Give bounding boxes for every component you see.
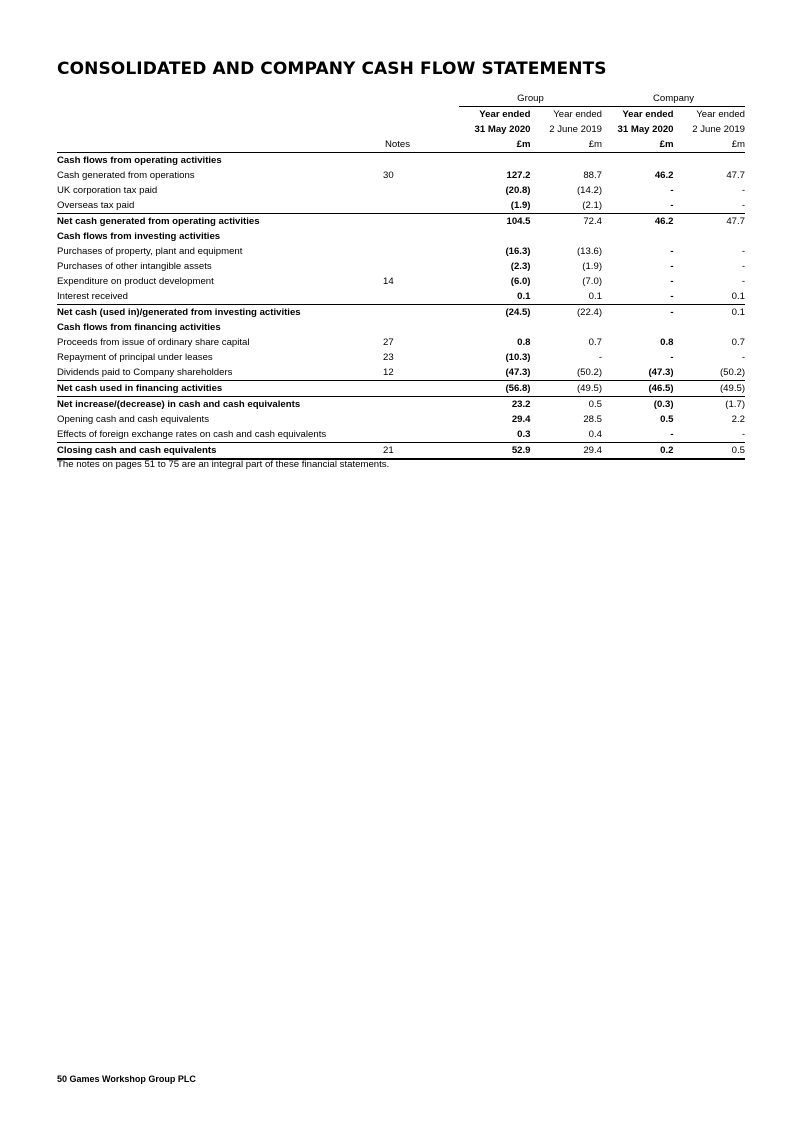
value-cell-col2: 29.4 xyxy=(531,443,603,460)
value-cell-col2: (14.2) xyxy=(576,185,603,196)
value-cell-col3: (0.3) xyxy=(602,397,674,413)
value-cell-col2: (1.9) xyxy=(582,261,603,272)
company-label: Company xyxy=(602,92,745,107)
value-cell-col2: 0.1 xyxy=(588,291,603,302)
row-note: 12 xyxy=(383,367,394,378)
value-cell-col4: (49.5) xyxy=(674,381,746,397)
row-label: Purchases of property, plant and equipment xyxy=(57,246,243,257)
value-cell-col2: (49.5) xyxy=(531,381,603,397)
value-cell-col3: 0.2 xyxy=(602,443,674,460)
col3-line2: 31 May 2020 xyxy=(617,124,674,135)
value-cell-col2: 0.4 xyxy=(588,429,603,440)
row-note xyxy=(369,427,459,443)
period-line2-row xyxy=(57,122,745,137)
units-row xyxy=(57,137,745,153)
value-cell-col4: 47.7 xyxy=(726,170,746,181)
row-note xyxy=(369,305,459,321)
footnote: The notes on pages 51 to 75 are an integral part of these financial statements. xyxy=(57,459,390,470)
line-item-row xyxy=(57,198,745,214)
total-row xyxy=(57,397,745,413)
row-label: Overseas tax paid xyxy=(57,200,135,211)
row-note xyxy=(369,412,459,427)
row-label: Effects of foreign exchange rates on cash and cash equivalents xyxy=(57,429,327,440)
row-note: 30 xyxy=(383,170,394,181)
value-cell-col1: 29.4 xyxy=(511,414,531,425)
value-cell-col2: (22.4) xyxy=(531,305,603,321)
value-cell-col3: - xyxy=(602,305,674,321)
row-label: Dividends paid to Company shareholders xyxy=(57,367,233,378)
value-cell-col4: 0.1 xyxy=(674,305,746,321)
section-header-row xyxy=(57,229,745,244)
line-item-row xyxy=(57,412,745,427)
value-cell-col3: (46.5) xyxy=(602,381,674,397)
value-cell-col2: 88.7 xyxy=(583,170,603,181)
row-note xyxy=(369,289,459,305)
row-label: Proceeds from issue of ordinary share capital xyxy=(57,337,250,348)
value-cell-col2: 72.4 xyxy=(531,214,603,230)
value-cell-col4: 47.7 xyxy=(674,214,746,230)
value-cell-col3: - xyxy=(670,185,674,196)
value-cell-col2: (13.6) xyxy=(576,246,603,257)
col1-line1: Year ended xyxy=(479,109,531,120)
value-cell-col4: 0.7 xyxy=(731,337,746,348)
row-label: Net cash generated from operating activities xyxy=(57,214,369,230)
value-cell-col3: - xyxy=(670,352,674,363)
value-cell-col1: 0.3 xyxy=(517,429,531,440)
page-footer: 50 Games Workshop Group PLC xyxy=(57,1074,196,1084)
row-label: Cash generated from operations xyxy=(57,170,195,181)
section-label: Cash flows from financing activities xyxy=(57,322,221,333)
row-label: UK corporation tax paid xyxy=(57,185,158,196)
value-cell-col3: - xyxy=(670,276,674,287)
row-label: Closing cash and cash equivalents xyxy=(57,443,369,460)
value-cell-col3: 0.8 xyxy=(660,337,674,348)
cash-flow-body xyxy=(57,153,745,460)
row-label: Net cash used in financing activities xyxy=(57,381,369,397)
value-cell-col2: (50.2) xyxy=(576,367,603,378)
section-header-row xyxy=(57,320,745,335)
col2-unit: £m xyxy=(531,137,603,153)
value-cell-col1: (56.8) xyxy=(459,381,531,397)
total-row xyxy=(57,305,745,321)
value-cell-col3: - xyxy=(670,200,674,211)
value-cell-col4: - xyxy=(741,200,746,211)
section-label: Cash flows from investing activities xyxy=(57,231,221,242)
period-line1-row xyxy=(57,107,745,123)
row-label: Opening cash and cash equivalents xyxy=(57,414,210,425)
col4-unit: £m xyxy=(674,137,746,153)
line-item-row xyxy=(57,365,745,381)
value-cell-col1: 0.8 xyxy=(517,337,531,348)
value-cell-col1: (2.3) xyxy=(510,261,531,272)
section-label: Cash flows from operating activities xyxy=(57,155,222,166)
notes-header: Notes xyxy=(369,137,459,153)
value-cell-col1: (47.3) xyxy=(505,367,531,378)
value-cell-col4: - xyxy=(741,261,746,272)
row-note: 14 xyxy=(383,276,394,287)
value-cell-col2: 28.5 xyxy=(583,414,603,425)
group-label: Group xyxy=(459,92,602,107)
line-item-row xyxy=(57,335,745,350)
cash-flow-table xyxy=(57,92,745,460)
total-row xyxy=(57,443,745,460)
line-item-row xyxy=(57,259,745,274)
value-cell-col3: - xyxy=(670,429,674,440)
row-note xyxy=(369,244,459,259)
col2-line1: Year ended xyxy=(553,109,603,120)
page-title: CONSOLIDATED AND COMPANY CASH FLOW STATEMENTS xyxy=(57,59,607,79)
col3-line1: Year ended xyxy=(622,109,674,120)
value-cell-col1: 104.5 xyxy=(459,214,531,230)
row-note: 23 xyxy=(383,352,394,363)
col2-line2: 2 June 2019 xyxy=(549,124,603,135)
value-cell-col4: 0.5 xyxy=(674,443,746,460)
row-note xyxy=(369,198,459,214)
value-cell-col2: (7.0) xyxy=(582,276,603,287)
total-row xyxy=(57,381,745,397)
row-note xyxy=(369,397,459,413)
value-cell-col1: 52.9 xyxy=(459,443,531,460)
value-cell-col1: (24.5) xyxy=(459,305,531,321)
total-row xyxy=(57,214,745,230)
value-cell-col2: (2.1) xyxy=(582,200,603,211)
row-label: Purchases of other intangible assets xyxy=(57,261,212,272)
value-cell-col3: - xyxy=(670,261,674,272)
col1-line2: 31 May 2020 xyxy=(474,124,531,135)
line-item-row xyxy=(57,289,745,305)
value-cell-col1: (20.8) xyxy=(505,185,531,196)
value-cell-col2: - xyxy=(598,352,603,363)
value-cell-col2: 0.7 xyxy=(588,337,603,348)
group-header-row xyxy=(57,92,745,107)
line-item-row xyxy=(57,350,745,365)
line-item-row xyxy=(57,244,745,259)
line-item-row xyxy=(57,274,745,289)
row-note xyxy=(369,381,459,397)
value-cell-col4: (50.2) xyxy=(719,367,746,378)
value-cell-col3: 46.2 xyxy=(602,214,674,230)
row-note: 27 xyxy=(383,337,394,348)
line-item-row xyxy=(57,183,745,198)
value-cell-col1: (16.3) xyxy=(505,246,531,257)
value-cell-col4: - xyxy=(741,246,746,257)
row-note xyxy=(369,183,459,198)
value-cell-col3: - xyxy=(670,246,674,257)
row-label: Interest received xyxy=(57,291,128,302)
section-header-row xyxy=(57,153,745,169)
value-cell-col2: 0.5 xyxy=(531,397,603,413)
value-cell-col1: 23.2 xyxy=(459,397,531,413)
row-label: Net increase/(decrease) in cash and cash equivalents xyxy=(57,397,369,413)
col1-unit: £m xyxy=(459,137,531,153)
row-label: Repayment of principal under leases xyxy=(57,352,213,363)
value-cell-col1: (6.0) xyxy=(510,276,531,287)
value-cell-col4: (1.7) xyxy=(674,397,746,413)
value-cell-col4: 0.1 xyxy=(731,291,746,302)
value-cell-col4: - xyxy=(741,276,746,287)
line-item-row xyxy=(57,427,745,443)
value-cell-col1: (1.9) xyxy=(510,200,531,211)
row-note xyxy=(369,259,459,274)
value-cell-col3: 46.2 xyxy=(654,170,674,181)
value-cell-col4: - xyxy=(741,429,746,440)
value-cell-col1: (10.3) xyxy=(505,352,531,363)
value-cell-col3: (47.3) xyxy=(648,367,674,378)
row-label: Net cash (used in)/generated from investing activities xyxy=(57,305,369,321)
value-cell-col1: 127.2 xyxy=(506,170,531,181)
row-note: 21 xyxy=(369,443,459,460)
value-cell-col4: - xyxy=(741,352,746,363)
row-label: Expenditure on product development xyxy=(57,276,214,287)
value-cell-col3: 0.5 xyxy=(660,414,674,425)
row-note xyxy=(369,214,459,230)
value-cell-col4: - xyxy=(741,185,746,196)
col3-unit: £m xyxy=(602,137,674,153)
col4-line2: 2 June 2019 xyxy=(692,124,746,135)
value-cell-col4: 2.2 xyxy=(731,414,746,425)
value-cell-col1: 0.1 xyxy=(517,291,531,302)
value-cell-col3: - xyxy=(670,291,674,302)
col4-line1: Year ended xyxy=(696,109,746,120)
line-item-row xyxy=(57,168,745,183)
